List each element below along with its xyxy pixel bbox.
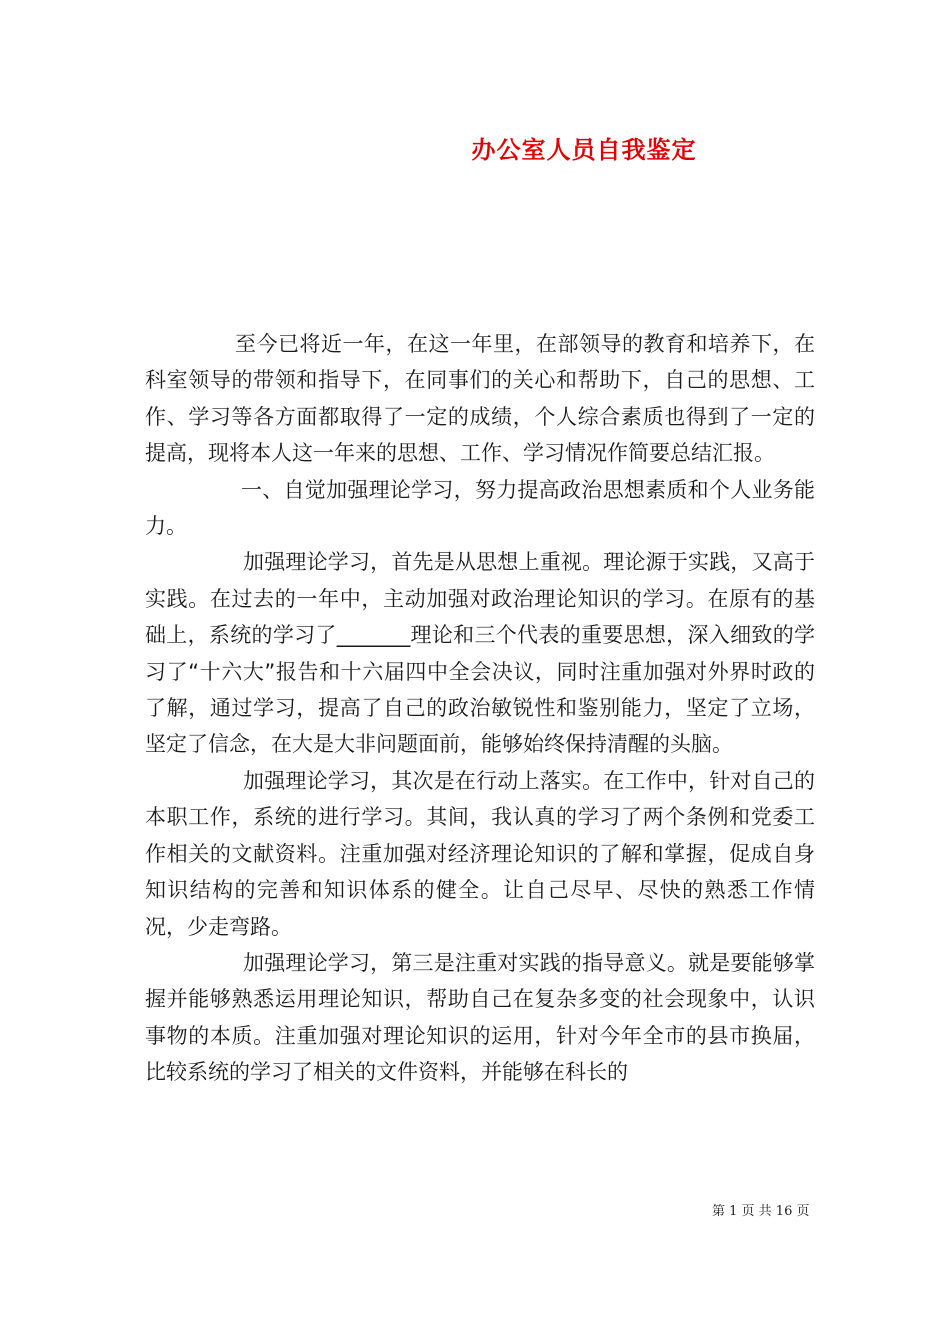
- page-number: 第 1 页 共 16 页: [712, 1204, 810, 1219]
- paragraph-study-second: 加强理论学习，其次是在行动上落实。在工作中，针对自己的本职工作，系统的进行学习。其间，我认真的学习了两个条例和党委工作相关的文献资料。注重加强对经济理论知识的了解和掌握，促成自身知识结构的完善和知识体系的健全。让自己尽早、尽快的熟悉工作情况，少走弯路。: [145, 768, 815, 939]
- paragraph-intro: 至今已将近一年，在这一年里，在部领导的教育和培养下，在科室领导的带领和指导下，在同事们的关心和帮助下，自己的思想、工作、学习等各方面都取得了一定的成绩，个人综合素质也得到了一定的提高，现将本人这一年来的思想、工作、学习情况作简要总结汇报。: [145, 332, 815, 466]
- document-body: [145, 326, 815, 1091]
- section-heading-1: 一、自觉加强理论学习，努力提高政治思想素质和个人业务能力。: [145, 477, 815, 539]
- document-title: 办公室人员自我鉴定: [471, 135, 697, 164]
- paragraph-study-third: 加强理论学习，第三是注重对实践的指导意义。就是要能够掌握并能够熟悉运用理论知识，帮助自己在复杂多变的社会现象中，认识事物的本质。注重加强对理论知识的运用，针对今年全市的县市换届，比较系统的学习了相关的文件资料，并能够在科长的: [145, 950, 815, 1085]
- paragraph-study-first: 加强理论学习，首先是从思想上重视。理论源于实践，又高于实践。在过去的一年中，主动加强对政治理论知识的学习。在原有的基础上，系统的学习了_______理论和三个代表的重要思想，深入细致的学习了“十六大”报告和十六届四中全会决议，同时注重加强对外界时政的了解，通过学习，提高了自己的政治敏锐性和鉴别能力，坚定了立场，坚定了信念，在大是大非问题面前，能够始终保持清醒的头脑。: [145, 550, 815, 757]
